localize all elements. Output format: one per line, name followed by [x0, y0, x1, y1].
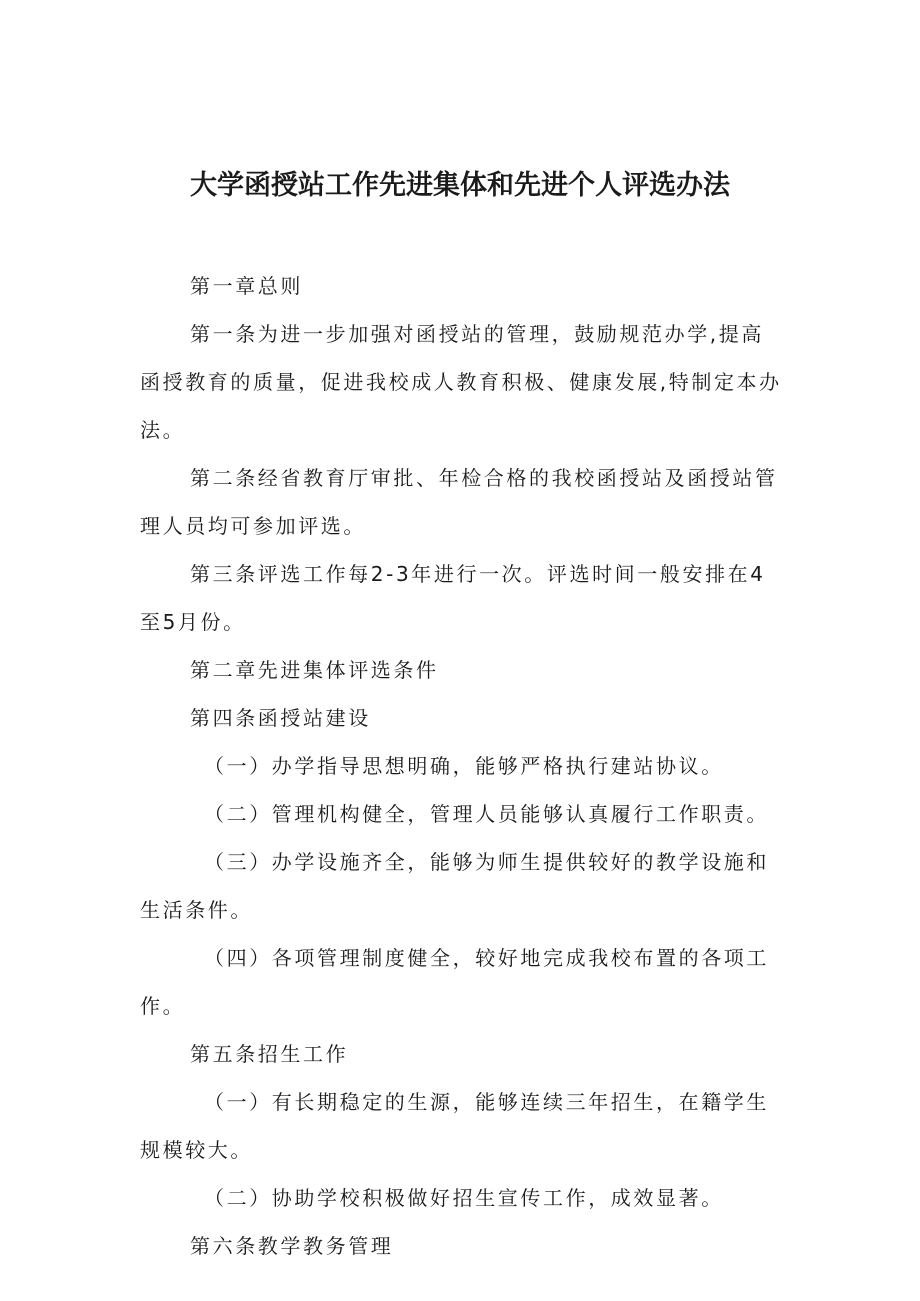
article-2: 第二条经省教育厅审批、年检合格的我校函授站及函授站管理人员均可参加评选。: [140, 466, 778, 538]
article-1: 第一条为进一步加强对函授站的管理，鼓励规范办学,提高函授教育的质量，促进我校成人教育积极、健康发展,特制定本办法。: [140, 322, 782, 442]
article-4-item-2: （二）管理机构健全，管理人员能够认真履行工作职责。: [204, 802, 769, 826]
article-4-item-3: （三）办学设施齐全，能够为师生提供较好的教学设施和生活条件。: [140, 850, 769, 922]
article-4-item-4: （四）各项管理制度健全，较好地完成我校布置的各项工作。: [140, 946, 769, 1018]
article-5-heading: 第五条招生工作: [190, 1042, 349, 1066]
article-3: 第三条评选工作每2-3年进行一次。评选时间一般安排在4至5月份。: [140, 562, 766, 634]
article-6-heading: 第六条教学教务管理: [190, 1234, 394, 1258]
chapter-heading-2: 第二章先进集体评选条件: [190, 658, 439, 682]
article-4-heading: 第四条函授站建设: [190, 706, 371, 730]
article-5-item-1: （一）有长期稳定的生源，能够连续三年招生，在籍学生规模较大。: [140, 1090, 769, 1162]
document-body: [140, 262, 785, 1270]
chapter-heading-1: 第一章总则: [190, 274, 303, 298]
article-5-item-2: （二）协助学校积极做好招生宣传工作，成效显著。: [204, 1186, 724, 1210]
document-title: 大学函授站工作先进集体和先进个人评选办法: [190, 170, 730, 201]
article-4-item-1: （一）办学指导思想明确，能够严格执行建站协议。: [204, 754, 724, 778]
